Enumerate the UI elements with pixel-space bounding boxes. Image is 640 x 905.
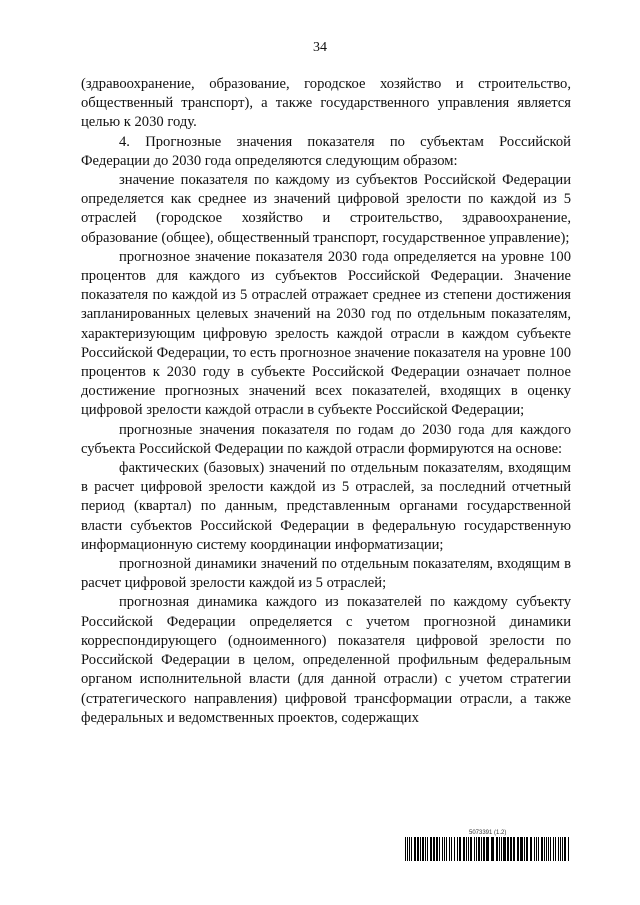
paragraph-1: (здравоохранение, образование, городское хозяйство и строительство, общественный транспорт), а также государственного управления является целью к 2030 году. xyxy=(81,76,571,131)
paragraph-8: прогнозная динамика каждого из показателей по каждому субъекту Российской Федерации определяется с учетом прогнозной динамики корреспондирующего (одноименного) показателя цифровой зрелости по Российской Федерации в целом, определенной профильным федеральным органом исполнительной власти (для данной отрасли) с учетом стратегии (стратегического направления) цифровой трансформации отрасли, а также федеральных и ведомственных проектов, содержащих xyxy=(81,594,571,726)
document-body xyxy=(81,75,571,728)
paragraph-5: прогнозные значения показателя по годам до 2030 года для каждого субъекта Российской Федерации по каждой отрасли формируются на основе: xyxy=(81,421,571,457)
paragraph-6: фактических (базовых) значений по отдельным показателям, входящим в расчет цифровой зрелости каждой из 5 отраслей, за последний отчетный период (квартал) по данным, представленным органами государственной власти субъектов Российской Федерации в федеральную государственную информационную систему координации информатизации; xyxy=(81,460,571,553)
paragraph-4: прогнозное значение показателя 2030 года определяется на уровне 100 процентов для каждого из субъектов Российской Федерации. Значение показателя по каждой из 5 отраслей отражает среднее из степени достижения запланированных целевых значений на 2030 год по отдельным показателям, характеризующим цифровую зрелость каждой отрасли в каждом субъекте Российской Федерации, то есть прогнозное значение показателя на уровне 100 процентов к 2030 году в субъекте Российской Федерации означает полное достижение прогнозных значений всех показателей, входящих в оценку цифровой зрелости каждой отрасли в субъекте Российской Федерации; xyxy=(81,248,571,419)
paragraph-7: прогнозной динамики значений по отдельным показателям, входящим в расчет цифровой зрелости каждой из 5 отраслей; xyxy=(81,556,571,592)
paragraph-3: значение показателя по каждому из субъектов Российской Федерации определяется как среднее из значений цифровой зрелости по каждой из 5 отраслей (городское хозяйство и строительство, здравоохранение, образование (общее), общественный транспорт, государственное управление); xyxy=(81,172,571,246)
page-number: 34 xyxy=(313,40,327,55)
barcode-id-text: 5073391 (1.2) xyxy=(469,830,507,836)
paragraph-2: 4. Прогнозные значения показателя по субъектам Российской Федерации до 2030 года определяются следующим образом: xyxy=(81,133,571,169)
barcode-image xyxy=(405,837,573,861)
